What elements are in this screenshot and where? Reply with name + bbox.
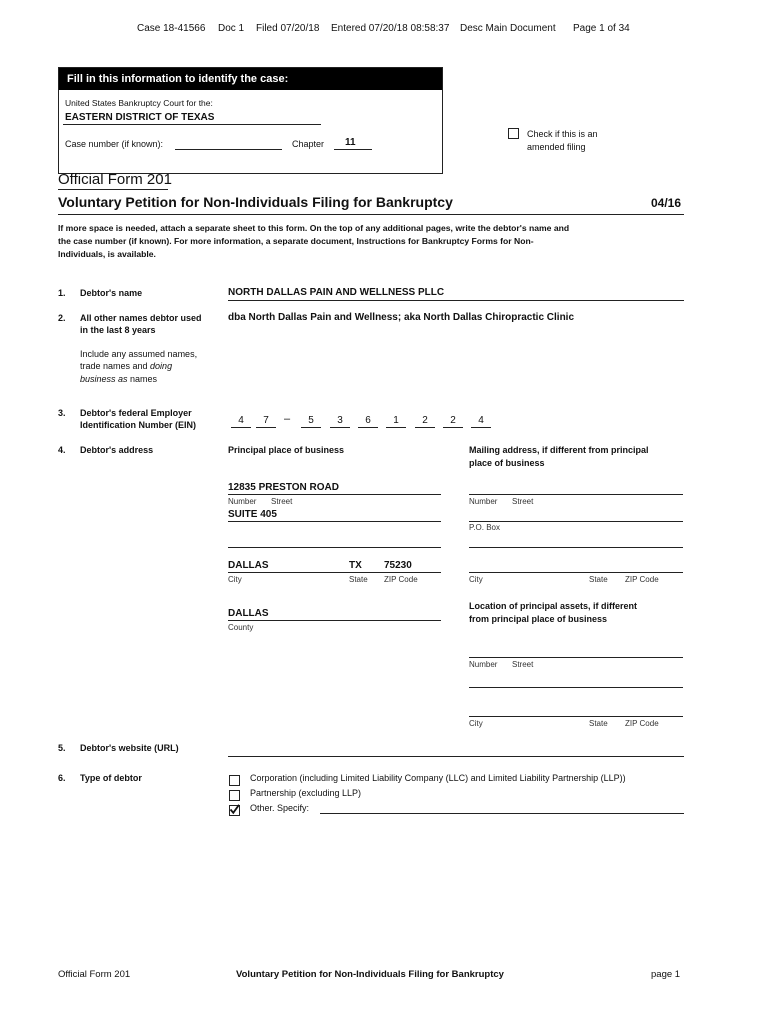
principal-place-label: Principal place of business xyxy=(228,445,345,455)
county-line xyxy=(228,620,441,621)
check-mark-icon xyxy=(229,804,240,815)
location-city-line[interactable] xyxy=(469,716,683,717)
street-line xyxy=(228,494,441,495)
footer-page: page 1 xyxy=(651,969,681,980)
ein-digit: 4 xyxy=(478,415,484,426)
location-label-2: from principal place of business xyxy=(469,614,608,624)
corporation-option-label: Corporation (including Limited Liability Company (LLC) and Limited Liability Partnership (LLP)) xyxy=(250,773,626,783)
instructions-line-2: the case number (if known). For more information, a separate document, Instructions for Bankruptcy Forms for Non- xyxy=(58,236,534,246)
other-checkbox[interactable] xyxy=(229,805,240,816)
other-names-value[interactable]: dba North Dallas Pain and Wellness; aka North Dallas Chiropractic Clinic xyxy=(228,312,575,323)
principal-blank-line[interactable] xyxy=(228,547,441,548)
street-value[interactable]: 12835 PRESTON ROAD xyxy=(228,482,339,493)
case-number-field[interactable] xyxy=(175,149,282,150)
chapter-value[interactable]: 11 xyxy=(345,137,356,148)
identify-heading: Fill in this information to identify the case: xyxy=(59,68,442,90)
state-value[interactable]: TX xyxy=(349,560,362,571)
partnership-option-label: Partnership (excluding LLP) xyxy=(250,788,362,798)
ein-digit: 2 xyxy=(422,415,428,426)
mailing-label-2: place of business xyxy=(469,458,545,468)
mailing-cap-pobox: P.O. Box xyxy=(469,523,500,532)
cap-city: City xyxy=(228,575,242,584)
mailing-cap-zip: ZIP Code xyxy=(625,575,659,584)
mailing-cap-city: City xyxy=(469,575,483,584)
q2-hint-2: trade names and doing xyxy=(80,361,173,371)
cap-zip: ZIP Code xyxy=(384,575,418,584)
form-version: 04/16 xyxy=(651,196,682,210)
city-line xyxy=(228,572,441,573)
location-cap-state: State xyxy=(589,719,608,728)
location-cap-number: Number xyxy=(469,660,498,669)
q3-label-1: Debtor's federal Employer xyxy=(80,408,192,418)
q6-label: Type of debtor xyxy=(80,773,142,783)
ein-dash: – xyxy=(284,413,291,425)
other-option-label: Other. Specify: xyxy=(250,803,310,813)
mailing-pobox-line[interactable] xyxy=(469,521,683,522)
q2-label-1: All other names debtor used xyxy=(80,313,202,323)
cap-street: Street xyxy=(271,497,293,506)
chapter-underline xyxy=(334,149,372,150)
zip-value[interactable]: 75230 xyxy=(384,560,412,571)
footer-form-number: Official Form 201 xyxy=(58,969,131,980)
ein-digit: 2 xyxy=(450,415,456,426)
ein-underline xyxy=(358,427,378,428)
amended-label-1: Check if this is an xyxy=(527,129,598,139)
ein-underline xyxy=(471,427,491,428)
location-cap-city: City xyxy=(469,719,483,728)
q2-number: 2. xyxy=(58,313,66,323)
mailing-cap-state: State xyxy=(589,575,608,584)
location-blank-line[interactable] xyxy=(469,687,683,688)
instructions-line-3: Individuals, is available. xyxy=(58,249,156,259)
ein-underline xyxy=(256,427,276,428)
footer-title: Voluntary Petition for Non-Individuals Filing for Bankruptcy xyxy=(236,969,504,980)
q1-number: 1. xyxy=(58,288,66,298)
case-number-label: Case number (if known): xyxy=(65,139,164,149)
partnership-checkbox[interactable] xyxy=(229,790,240,801)
cap-county: County xyxy=(228,623,254,632)
cap-state: State xyxy=(349,575,368,584)
banner-doc: Doc 1 xyxy=(218,23,245,34)
mailing-city-line[interactable] xyxy=(469,572,683,573)
banner-case: Case 18-41566 xyxy=(137,23,206,34)
q4-label: Debtor's address xyxy=(80,445,154,455)
ein-underline xyxy=(443,427,463,428)
ein-digit: 3 xyxy=(337,415,343,426)
q5-number: 5. xyxy=(58,743,66,753)
city-value[interactable]: DALLAS xyxy=(228,560,269,571)
location-label-1: Location of principal assets, if different xyxy=(469,601,638,611)
ein-underline xyxy=(415,427,435,428)
q1-label: Debtor's name xyxy=(80,288,143,298)
district-value[interactable]: EASTERN DISTRICT OF TEXAS xyxy=(65,112,215,123)
q6-number: 6. xyxy=(58,773,66,783)
suite-line xyxy=(228,521,441,522)
mailing-cap-number: Number xyxy=(469,497,498,506)
form-title: Voluntary Petition for Non-Individuals Filing for Bankruptcy xyxy=(58,194,453,210)
district-underline xyxy=(63,124,321,125)
location-cap-zip: ZIP Code xyxy=(625,719,659,728)
ein-digit: 1 xyxy=(393,415,399,426)
ein-digit: 7 xyxy=(263,415,269,426)
banner-filed: Filed 07/20/18 xyxy=(256,23,320,34)
q3-label-2: Identification Number (EIN) xyxy=(80,420,197,430)
mailing-label-1: Mailing address, if different from principal xyxy=(469,445,649,455)
banner-entered: Entered 07/20/18 08:58:37 xyxy=(331,23,450,34)
cap-number: Number xyxy=(228,497,257,506)
other-specify-field[interactable] xyxy=(320,813,684,814)
q2-label-2: in the last 8 years xyxy=(80,325,156,335)
banner-desc: Desc Main Document xyxy=(460,23,556,34)
mailing-street-line[interactable] xyxy=(469,494,683,495)
amended-filing-checkbox[interactable] xyxy=(508,128,519,139)
location-cap-street: Street xyxy=(512,660,534,669)
corporation-checkbox[interactable] xyxy=(229,775,240,786)
county-value[interactable]: DALLAS xyxy=(228,608,269,619)
q5-label: Debtor's website (URL) xyxy=(80,743,179,753)
amended-label-2: amended filing xyxy=(527,142,586,152)
website-field[interactable] xyxy=(228,756,684,757)
ein-digit: 5 xyxy=(308,415,314,426)
debtor-name-value[interactable]: NORTH DALLAS PAIN AND WELLNESS PLLC xyxy=(228,287,445,298)
ein-underline xyxy=(301,427,321,428)
ein-digit: 4 xyxy=(238,415,244,426)
ein-underline xyxy=(231,427,251,428)
ein-digit: 6 xyxy=(365,415,371,426)
banner-page: Page 1 of 34 xyxy=(573,23,630,34)
q3-number: 3. xyxy=(58,408,66,418)
ein-underline xyxy=(386,427,406,428)
ein-underline xyxy=(330,427,350,428)
chapter-label: Chapter xyxy=(292,139,325,149)
q4-number: 4. xyxy=(58,445,66,455)
q2-hint-1: Include any assumed names, xyxy=(80,349,198,359)
instructions-line-1: If more space is needed, attach a separate sheet to this form. On the top of any additional pages, write the debtor's name and xyxy=(58,223,570,233)
suite-value[interactable]: SUITE 405 xyxy=(228,509,277,520)
form-number-underline xyxy=(58,189,168,190)
form-number: Official Form 201 xyxy=(58,171,172,188)
q2-hint-3: business as names xyxy=(80,374,158,384)
location-street-line[interactable] xyxy=(469,657,683,658)
title-rule xyxy=(58,214,684,215)
mailing-cap-street: Street xyxy=(512,497,534,506)
court-label: United States Bankruptcy Court for the: xyxy=(65,98,213,108)
debtor-name-line xyxy=(228,300,684,301)
mailing-blank-line[interactable] xyxy=(469,547,683,548)
